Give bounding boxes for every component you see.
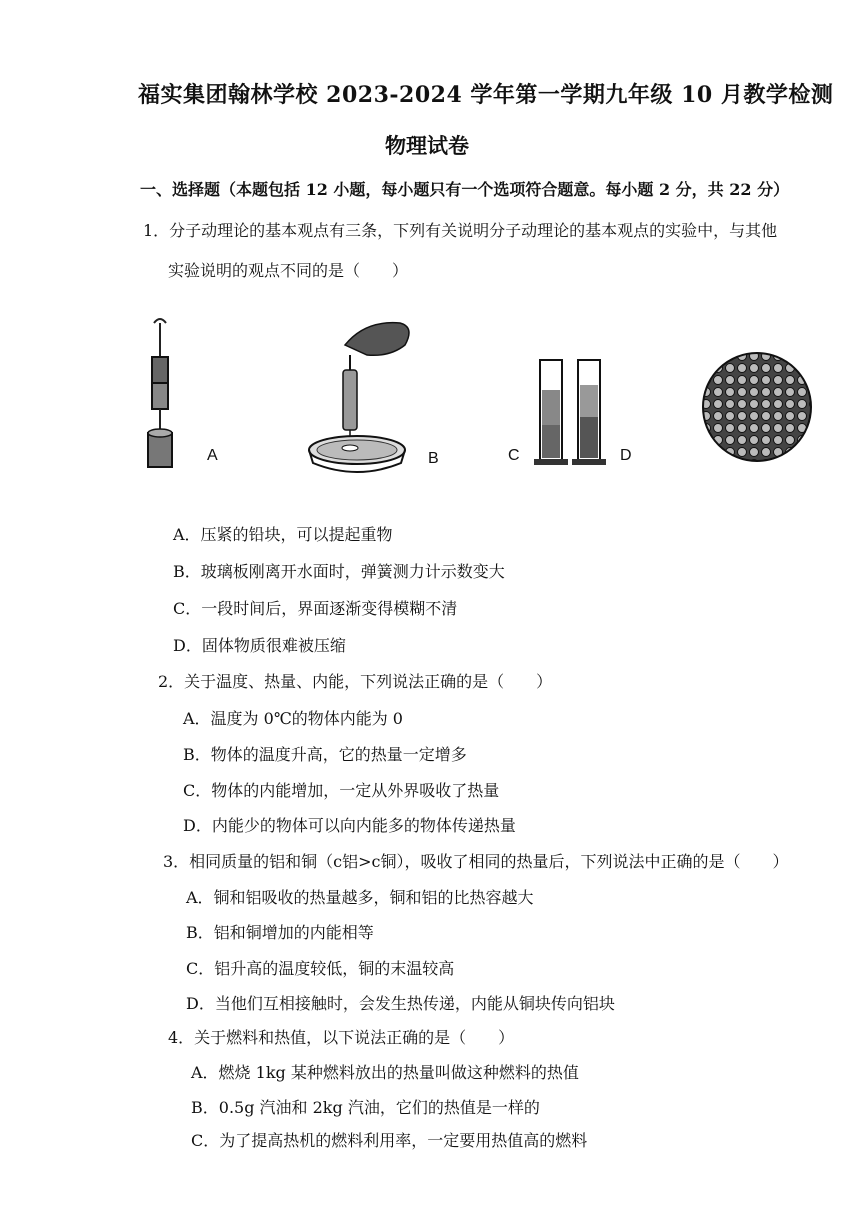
question-4-stem: 4．关于燃料和热值，以下说法正确的是（ ） (168, 1028, 515, 1047)
page-title: 福实集团翰林学校 2023-2024 学年第一学期九年级 10 月教学检测 (138, 82, 834, 108)
figure-label-d: D (620, 447, 632, 464)
figure-a-lead-blocks (140, 315, 200, 475)
q1-option-b: B．玻璃板刚离开水面时，弹簧测力计示数变大 (173, 562, 505, 581)
section-heading: 一、选择题（本题包括 12 小题，每小题只有一个选项符合题意。每小题 2 分，共 22 分） (140, 180, 790, 199)
q3-option-a: A．铜和铝吸收的热量越多，铜和铝的比热容越大 (186, 888, 534, 907)
q4-option-c: C．为了提高热机的燃料利用率，一定要用热值高的燃料 (191, 1131, 588, 1150)
page-subtitle: 物理试卷 (385, 133, 469, 158)
figure-d-particles (700, 350, 815, 465)
question-1-stem-line1: 1．分子动理论的基本观点有三条，下列有关说明分子动理论的基本观点的实验中，与其他 (143, 221, 778, 240)
figure-c-cylinders (530, 355, 610, 470)
question-1-stem-line2: 实验说明的观点不同的是（ ） (168, 261, 409, 280)
q3-option-b: B．铝和铜增加的内能相等 (186, 923, 374, 942)
q2-option-d: D．内能少的物体可以向内能多的物体传递热量 (183, 816, 516, 835)
question-3-stem: 3．相同质量的铝和铜（c铝>c铜），吸收了相同的热量后，下列说法中正确的是（ ） (163, 852, 789, 871)
figure-label-c: C (508, 447, 520, 464)
figure-b-spring-scale-glass-plate (305, 315, 420, 480)
question-2-stem: 2．关于温度、热量、内能，下列说法正确的是（ ） (158, 672, 553, 691)
q2-option-c: C．物体的内能增加，一定从外界吸收了热量 (183, 781, 500, 800)
q2-option-a: A．温度为 0℃的物体内能为 0 (183, 709, 403, 728)
q4-option-b: B．0.5g 汽油和 2kg 汽油，它们的热值是一样的 (191, 1098, 540, 1117)
q2-option-b: B．物体的温度升高，它的热量一定增多 (183, 745, 467, 764)
q1-option-a: A．压紧的铅块，可以提起重物 (173, 525, 393, 544)
q1-option-d: D．固体物质很难被压缩 (173, 636, 346, 655)
q3-option-d: D．当他们互相接触时，会发生热传递，内能从铜块传向铝块 (186, 994, 615, 1013)
figure-label-b: B (428, 450, 439, 467)
q1-option-c: C．一段时间后，界面逐渐变得模糊不清 (173, 599, 458, 618)
q4-option-a: A．燃烧 1kg 某种燃料放出的热量叫做这种燃料的热值 (191, 1063, 579, 1082)
figure-label-a: A (207, 447, 218, 464)
q3-option-c: C．铝升高的温度较低，铜的末温较高 (186, 959, 455, 978)
